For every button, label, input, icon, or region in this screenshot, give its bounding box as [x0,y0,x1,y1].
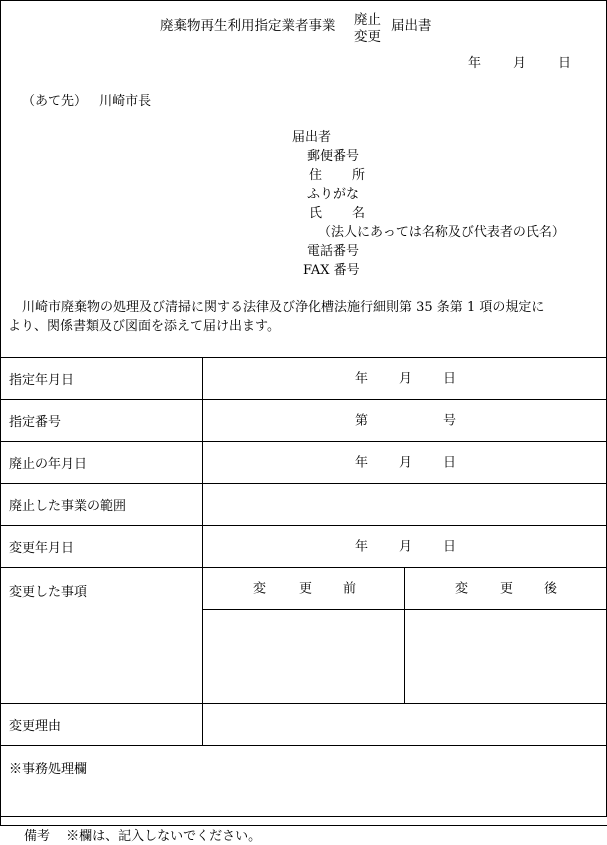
notifier-address-label-2: 所 [352,168,366,183]
form-title-suffix: 届出書 [391,18,432,34]
abolition-year-label: 年 [355,455,369,470]
table-row [1,358,607,400]
before-char-2: 更 [299,581,313,596]
designation-date-field[interactable] [203,358,607,400]
changed-items-label: 変更した事項 [1,568,203,704]
office-use-label: ※事務処理欄 [9,762,88,777]
date-year-label: 年 [468,56,482,71]
abolished-scope-label: 廃止した事業の範囲 [1,484,203,526]
form-title: 廃棄物再生利用指定業者事業 [160,18,336,34]
designation-day-label: 日 [443,371,457,386]
after-char-3: 後 [544,581,558,596]
footnote-text: ※欄は、記入しないでください。 [66,829,262,844]
notifier-address-label-1: 住 [309,168,323,183]
change-date-field[interactable] [203,526,607,568]
addressee [22,95,151,108]
number-suffix: 号 [443,413,457,428]
change-day-label: 日 [443,539,457,554]
notice-paragraph [8,298,607,336]
change-reason-label: 変更理由 [1,704,203,746]
notifier-name-label-1: 氏 [309,206,323,221]
title-option-change[interactable]: 変更 [354,29,381,45]
table-row [1,400,607,442]
notice-line-1: 川崎市廃棄物の処理及び清掃に関する法律及び浄化槽法施行細則第 35 条第 1 項の規定に [22,300,545,315]
after-char-2: 更 [500,581,514,596]
footnote [24,830,261,843]
title-option-abolition[interactable]: 廃止 [354,12,381,28]
notice-line-2: より、関係書類及び図面を添えて届け出ます。 [8,319,280,334]
change-date-label: 変更年月日 [1,526,203,568]
notifier-name-label-2: 名 [352,206,366,221]
notifier-heading: 届出者 [292,130,332,145]
date-month-label: 月 [513,56,527,71]
notifier-fax-label: FAX 番号 [303,263,360,278]
office-use-field [1,746,607,826]
after-char-1: 変 [455,581,469,596]
after-content-field[interactable] [405,610,607,704]
before-char-1: 変 [253,581,267,596]
addressee-prefix: （あて先） [22,94,88,109]
number-prefix: 第 [355,413,369,428]
notifier-corp-note: （法人にあっては名称及び代表者の氏名） [318,225,565,240]
before-header [203,568,405,610]
change-reason-field[interactable] [203,704,607,746]
notifier-phone-label: 電話番号 [307,244,360,259]
designation-month-label: 月 [399,371,413,386]
abolition-month-label: 月 [399,455,413,470]
designation-number-label: 指定番号 [1,400,203,442]
footnote-label: 備考 [24,829,51,844]
date-day-label: 日 [558,56,572,71]
change-year-label: 年 [355,539,369,554]
before-content-field[interactable] [203,610,405,704]
table-row [1,484,607,526]
table-row [1,442,607,484]
abolition-day-label: 日 [443,455,457,470]
addressee-name: 川崎市長 [99,94,152,109]
table-row [1,526,607,568]
table-row [1,704,607,746]
designation-year-label: 年 [355,371,369,386]
table-row [1,568,607,610]
notifier-furigana-label: ふりがな [307,187,360,202]
title-option-stack [354,12,381,46]
change-month-label: 月 [399,539,413,554]
abolition-date-field[interactable] [203,442,607,484]
notifier-postal-label: 郵便番号 [307,149,360,164]
table-row [1,746,607,826]
designation-number-field[interactable] [203,400,607,442]
abolition-date-label: 廃止の年月日 [1,442,203,484]
notification-table [0,357,607,826]
after-header [405,568,607,610]
before-char-3: 前 [343,581,357,596]
abolished-scope-field[interactable] [203,484,607,526]
designation-date-label: 指定年月日 [1,358,203,400]
